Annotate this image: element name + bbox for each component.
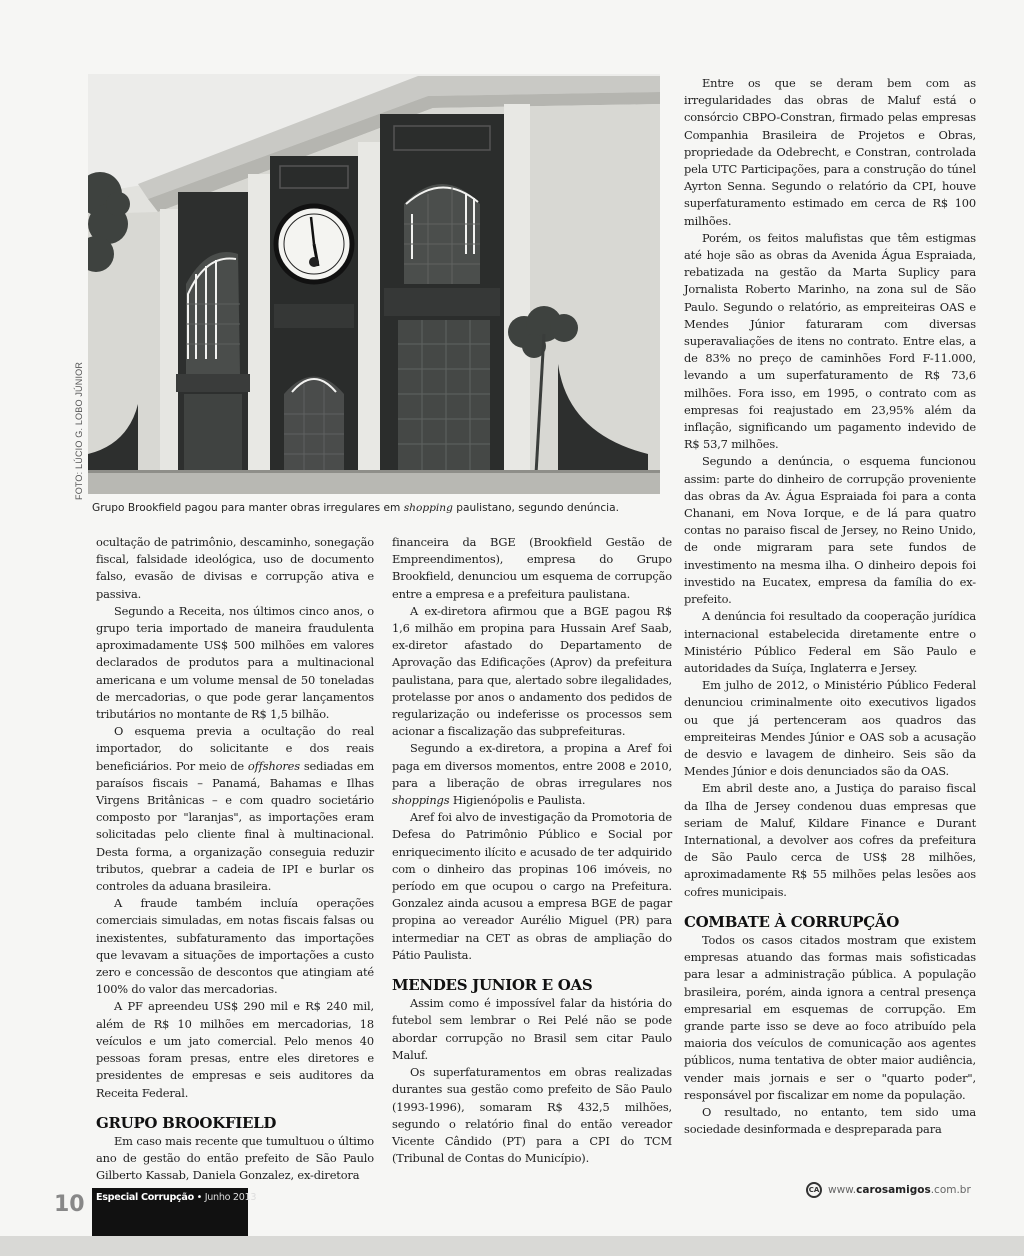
- paragraph: ocultação de patrimônio, descaminho, sonegação fiscal, falsidade ideológica, uso de documento falso, evasão de divisas e corrupção ativa e passiva.: [96, 535, 374, 601]
- page-bottom-edge: [0, 1236, 1024, 1256]
- building-facade-image: [88, 74, 660, 494]
- paragraph: Em caso mais recente que tumultuou o último ano de gestão do então prefeito de São Paulo Gilberto Kassab, Daniela Gonzalez, ex-diretora: [96, 1133, 374, 1183]
- paragraph: A ex-diretora afirmou que a BGE pagou R$ 1,6 milhão em propina para Hussain Aref Saab, ex-diretor afastado do Departamento de Aprovação das Edificações (Aprov) da prefeitura paulistana, para que, alertado sobre ilegalidades, protelasse por anos o andamento dos pedidos de regularização ou indeferisse os processos sem acionar a fiscalização das subprefeituras.: [392, 603, 672, 739]
- footer-section-name: Especial Corrupção: [96, 1192, 194, 1203]
- paragraph: Segundo a ex-diretora, a propina a Aref foi paga em diversos momentos, entre 2008 e 2010, para a liberação de obras irregulares nos shoppings Higienópolis e Paulista.: [392, 741, 672, 808]
- paragraph: Porém, os feitos malufistas que têm estigmas até hoje são as obras da Avenida Água Espraiada, rebatizada na gestão da Marta Suplicy para Jornalista Roberto Marinho, na zona sul de São Paulo. Segundo o relatório, as empreiteiras OAS e Mendes Júnior faturaram com diversas superavaliações de itens no contrato. Entre elas, a de 83% no preço de caminhões Ford F-11.000, levando a um superfaturamento de R$ 73,6 milhões. Fora isso, em 1995, o contrato com as empresas foi reajustado em 23,95% além da inflação, significando um pagamento indevido de R$ 53,7 milhões.: [684, 230, 976, 452]
- footer-date: Junho 2013: [204, 1192, 257, 1203]
- paragraph: Entre os que se deram bem com as irregularidades das obras de Maluf está o consórcio CBPO-Constran, firmado pelas empresas Companhia Brasileira de Projetos e Obras, propriedade da Odebrecht, e Constran, controlada pela UTC Participações, para a construção do túnel Ayrton Senna. Segundo o relatório da CPI, houve superfaturamento estimado em cerca de R$ 100 milhões.: [684, 76, 976, 228]
- paragraph: Em julho de 2012, o Ministério Público Federal denunciou criminalmente oito executivos ligados ou que já pertenceram aos quadros das empreiteiras Mendes Júnior e OAS sob a acusação de desvio e lavagem de dinheiro. Seis são da Mendes Júnior e dois denunciados são da OAS.: [684, 678, 976, 779]
- section-heading-combate-corrupcao: COMBATE À CORRUPÇÃO: [684, 912, 900, 931]
- photo-caption: Grupo Brookfield pagou para manter obras irregulares em shopping paulistano, segundo denúncia.: [92, 502, 619, 514]
- paragraph: Os superfaturamentos em obras realizadas durantes sua gestão como prefeito de São Paulo (1993-1996), somaram R$ 432,5 milhões, segundo o relatório final do então vereador Vicente Cândido (PT) para a CPI do TCM (Tribunal de Contas do Município).: [392, 1065, 672, 1166]
- paragraph: Assim como é impossível falar da história do futebol sem lembrar o Rei Pelé não se pode abordar corrupção no Brasil sem citar Paulo Maluf.: [392, 996, 672, 1062]
- article-photo: [88, 74, 660, 494]
- paragraph: O esquema previa a ocultação do real importador, do solicitante e dos reais beneficiários. Por meio de offshores sediadas em paraísos fiscais – Panamá, Bahamas e Ilhas Virgens Britânicas – e com quadro societário composto por "laranjas", as importações eram solicitadas pelo cliente final à multinacional. Desta forma, a organização conseguia reduzir tributos, quebrar a cadeia de IPI e burlar os controles da aduana brasileira.: [96, 724, 374, 894]
- article-column-1: [96, 534, 374, 1185]
- paragraph: Segundo a Receita, nos últimos cinco anos, o grupo teria importado de maneira fraudulenta aproximadamente US$ 500 milhões em valores declarados de produtos para a multinacional americana e um volume mensal de 50 toneladas de mercadorias, o que pode gerar lançamentos tributários no montante de R$ 1,5 bilhão.: [96, 603, 374, 722]
- carosamigos-logo-icon: CA: [806, 1182, 822, 1198]
- photo-credit-text: FOTO: LÚCIO G. LOBO JÚNIOR: [74, 361, 84, 500]
- website-link[interactable]: CA www. carosamigos .com.br: [806, 1180, 971, 1200]
- paragraph: financeira da BGE (Brookfield Gestão de Empreendimentos), empresa do Grupo Brookfield, denunciou um esquema de corrupção entre a empresa e a prefeitura paulistana.: [392, 535, 672, 601]
- paragraph: A PF apreendeu US$ 290 mil e R$ 240 mil, além de R$ 10 milhões em mercadorias, 18 veículos e um jato comercial. Pelo menos 40 pessoas foram presas, entre eles diretores e presidentes de empresas e seis auditores da Receita Federal.: [96, 999, 374, 1100]
- paragraph: Em abril deste ano, a Justiça do paraiso fiscal da Ilha de Jersey condenou duas empresas que seriam de Maluf, Kildare Finance e Durant International, a devolver aos cofres da prefeitura de São Paulo cerca de US$ 28 milhões, aproximadamente R$ 55 milhões pelas lesões aos cofres municipais.: [684, 781, 976, 899]
- section-heading-mendes-junior-oas: MENDES JUNIOR E OAS: [392, 976, 593, 995]
- page-number: 10: [54, 1192, 85, 1217]
- section-heading-grupo-brookfield: GRUPO BROOKFIELD: [96, 1113, 277, 1132]
- footer-section-label: Especial Corrupção • Junho 2013: [92, 1188, 248, 1250]
- paragraph: A denúncia foi resultado da cooperação jurídica internacional estabelecida diretamente entre o Ministério Público Federal em São Paulo e autoridades da Suíça, Inglaterra e Jersey.: [684, 609, 976, 675]
- article-column-2: [392, 534, 672, 1167]
- paragraph: O resultado, no entanto, tem sido uma sociedade desinformada e despreparada para: [684, 1104, 976, 1137]
- article-column-3: [684, 75, 976, 1138]
- paragraph: Segundo a denúncia, o esquema funcionou assim: parte do dinheiro de corrupção proveniente das obras da Av. Água Espraiada foi para a conta Chanani, em Nova Iorque, e de lá para quatro contas no paraiso fiscal de Jersey, no Reino Unido, de onde migraram para sete fundos de investimento na mesma ilha. O dinheiro depois foi investido na Eucatex, empresa da família do ex-prefeito.: [684, 454, 976, 607]
- paragraph: A fraude também incluía operações comerciais simuladas, em notas fiscais falsas ou inexistentes, subfaturamento das importações que levavam a situações de importações a custo zero e concessão de descontos que atingiam até 100% do valor das mercadorias.: [96, 896, 374, 997]
- paragraph: Todos os casos citados mostram que existem empresas atuando das formas mais sofisticadas para lesar a administração pública. A população brasileira, porém, ainda ignora a central presença empresarial em esquemas de corrupção. Em grande parte isso se deve ao foco atribuído pela maioria dos veículos de comunicação aos agentes públicos, numa tentativa de obter maior audiência, vender mais jornais e ser o "quarto poder", responsável por fiscalizar em nome da população.: [684, 932, 976, 1102]
- photo-credit: [74, 361, 90, 500]
- paragraph: Aref foi alvo de investigação da Promotoria de Defesa do Patrimônio Público e Social por enriquecimento ilícito e acusado de ter adquirido com o dinheiro das propinas 106 imóveis, no período em que ocupou o cargo na Prefeitura. Gonzalez ainda acusou a empresa BGE de pagar propina ao vereador Aurélio Miguel (PR) para intermediar na CET as obras de ampliação do Pátio Paulista.: [392, 810, 672, 962]
